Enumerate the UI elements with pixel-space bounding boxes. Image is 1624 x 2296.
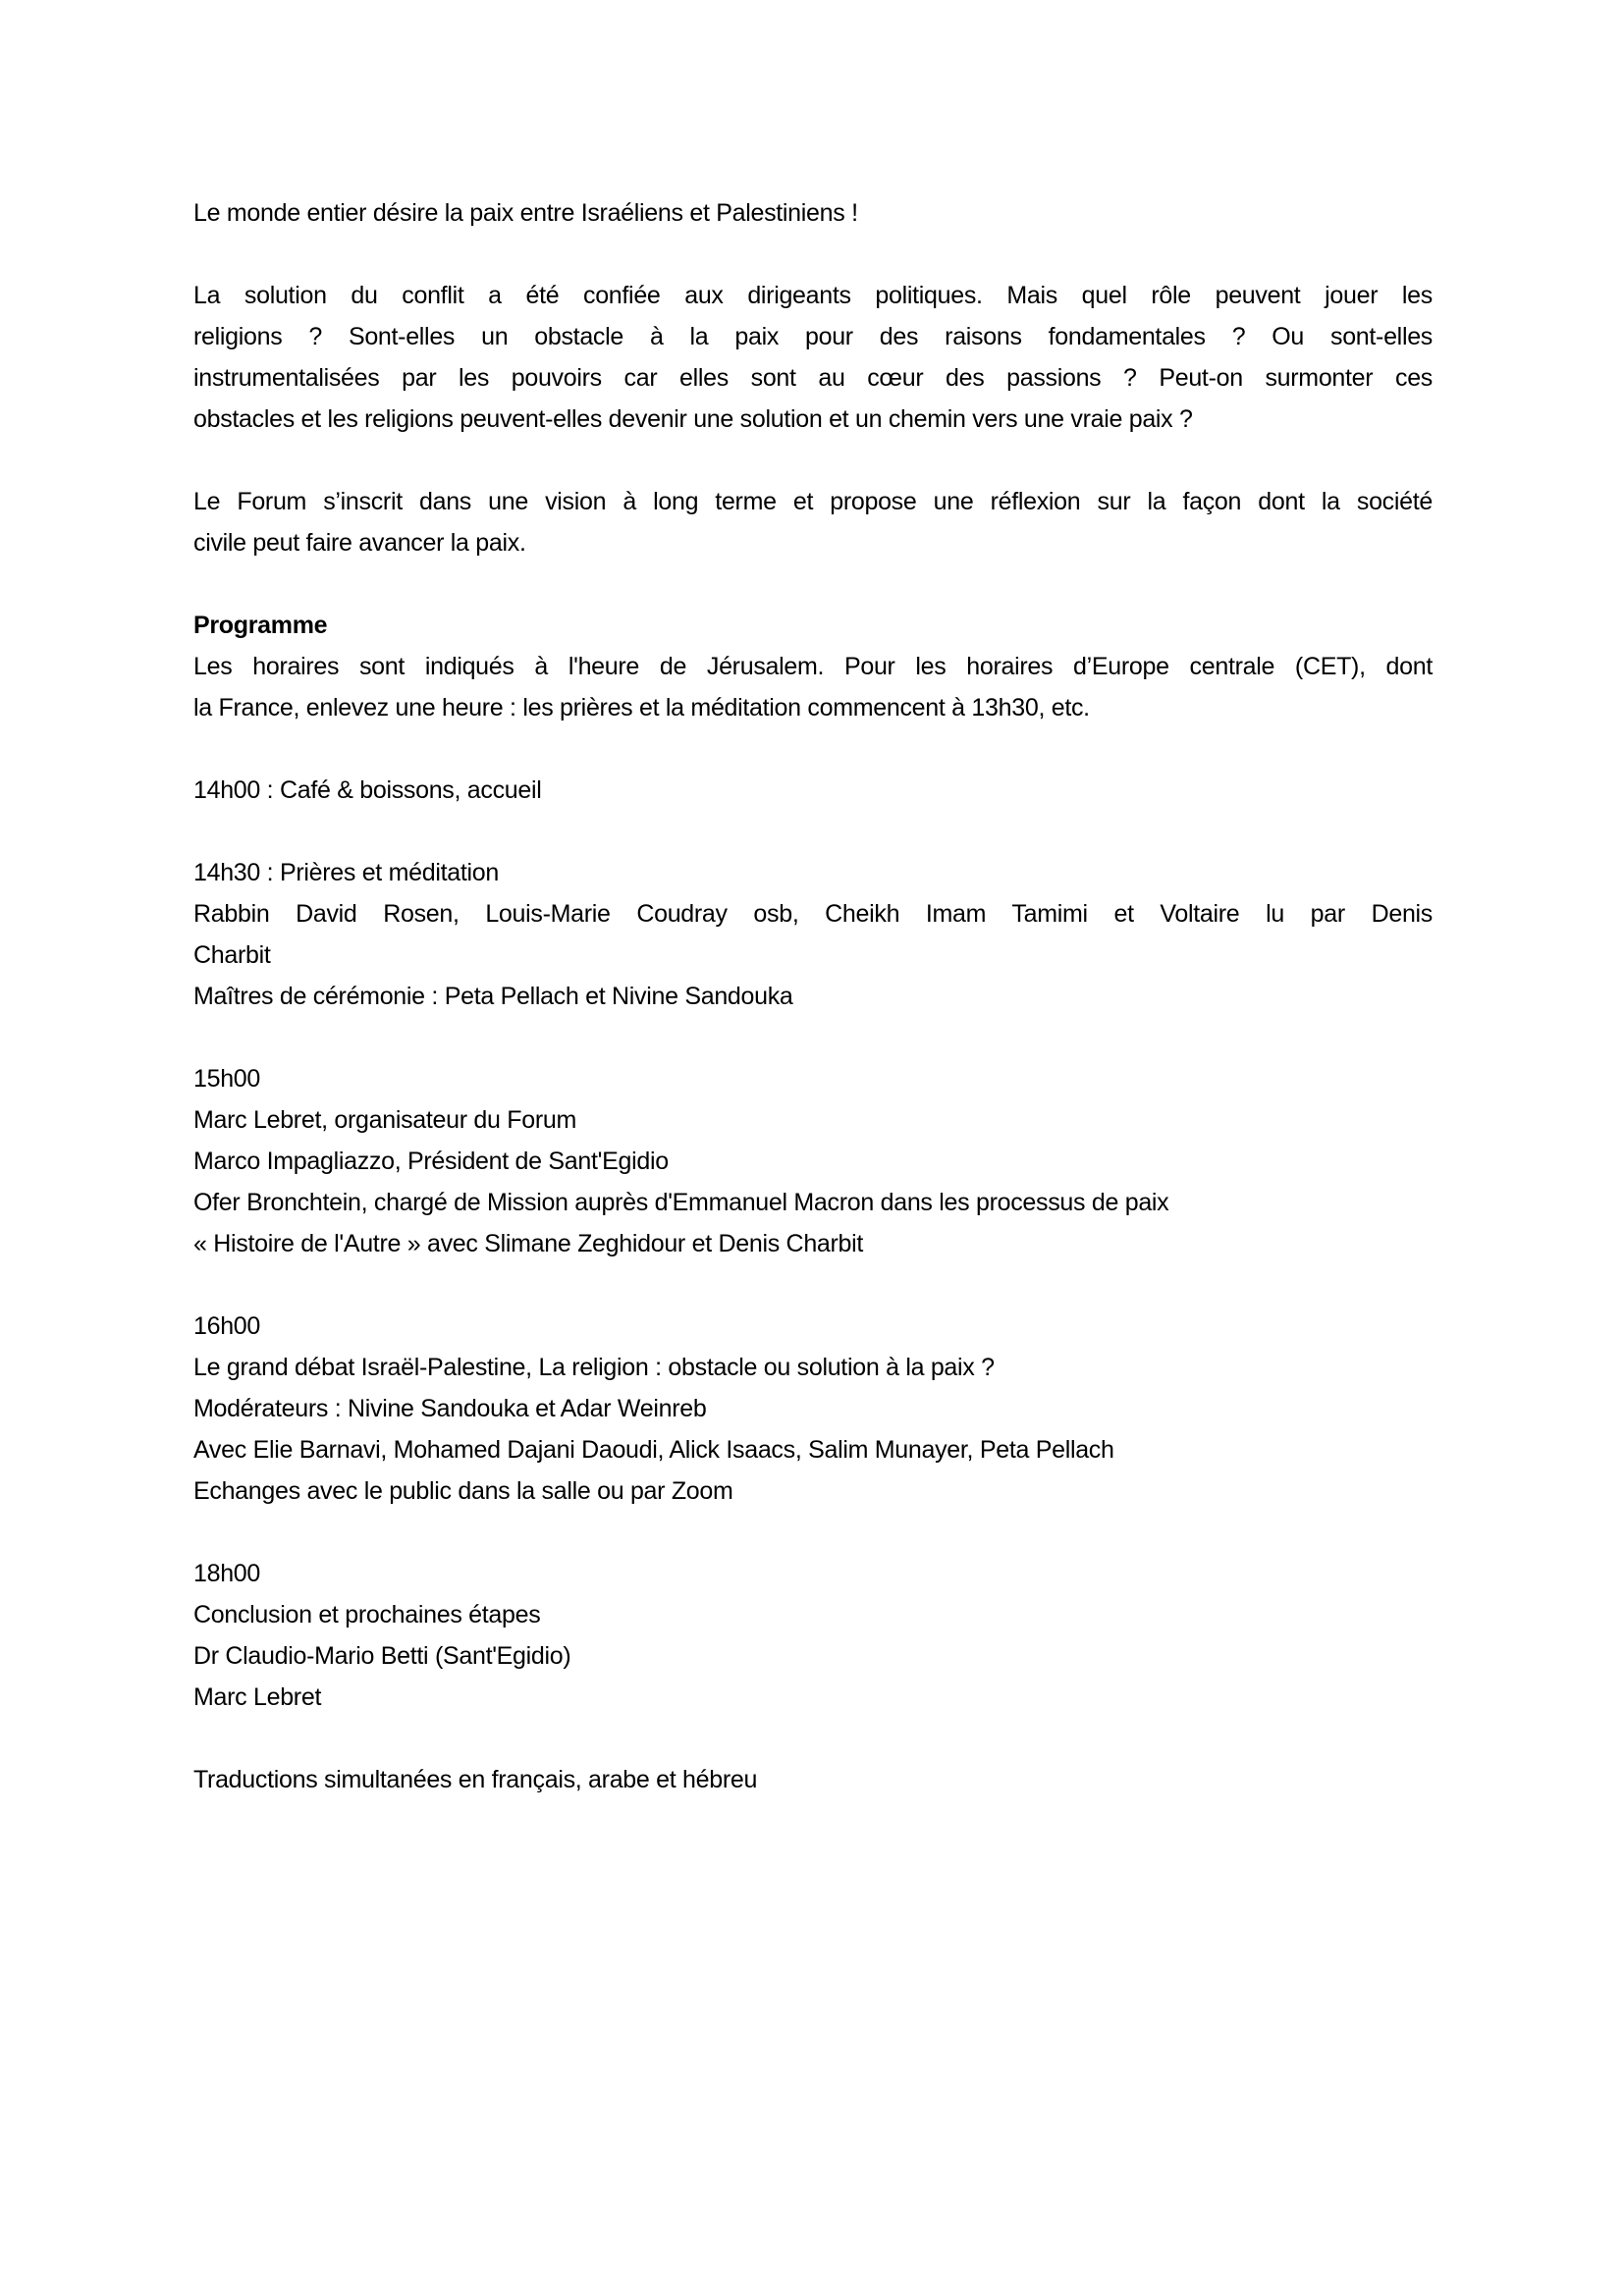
- paragraph: [193, 1470, 1433, 1512]
- text-line: Le monde entier désire la paix entre Israéliens et Palestiniens !: [193, 199, 858, 227]
- text-line: La solution du conflit a été confiée aux dirigeants politiques. Mais quel rôle peuvent jouer les: [193, 282, 1433, 309]
- text-line: Le grand débat Israël-Palestine, La religion : obstacle ou solution à la paix ?: [193, 1354, 995, 1381]
- paragraph: [193, 1388, 1433, 1429]
- paragraph: [193, 770, 1433, 811]
- document-body: [193, 192, 1433, 1800]
- paragraph: [193, 1429, 1433, 1470]
- paragraph: [193, 1223, 1433, 1264]
- paragraph: [193, 893, 1433, 976]
- text-line: 14h30 : Prières et méditation: [193, 859, 499, 886]
- paragraph: [193, 1306, 1433, 1347]
- paragraph: [193, 976, 1433, 1017]
- text-line: Modérateurs : Nivine Sandouka et Adar Weinreb: [193, 1395, 707, 1422]
- text-line: Rabbin David Rosen, Louis-Marie Coudray osb, Cheikh Imam Tamimi et Voltaire lu par Denis: [193, 900, 1433, 928]
- blank-line: [193, 234, 1433, 275]
- text-line: 16h00: [193, 1312, 261, 1340]
- text-line: Les horaires sont indiqués à l'heure de Jérusalem. Pour les horaires d’Europe centrale (CET), dont: [193, 653, 1433, 680]
- text-line: Echanges avec le public dans la salle ou par Zoom: [193, 1477, 733, 1505]
- text-line: Charbit: [193, 941, 271, 969]
- text-line: Le Forum s’inscrit dans une vision à long terme et propose une réflexion sur la façon dont la société: [193, 488, 1433, 515]
- blank-line: [193, 1512, 1433, 1553]
- paragraph: [193, 852, 1433, 893]
- text-line: la France, enlevez une heure : les prières et la méditation commencent à 13h30, etc.: [193, 694, 1090, 721]
- paragraph: [193, 1182, 1433, 1223]
- paragraph: [193, 1677, 1433, 1718]
- text-line: 15h00: [193, 1065, 261, 1093]
- text-line: Ofer Bronchtein, chargé de Mission auprès d'Emmanuel Macron dans les processus de paix: [193, 1189, 1169, 1216]
- text-line: Traductions simultanées en français, arabe et hébreu: [193, 1766, 758, 1793]
- text-line: Marc Lebret, organisateur du Forum: [193, 1106, 576, 1134]
- paragraph: [193, 1058, 1433, 1099]
- paragraph: [193, 646, 1433, 728]
- text-line: 18h00: [193, 1560, 261, 1587]
- paragraph: [193, 1099, 1433, 1141]
- paragraph: [193, 275, 1433, 440]
- text-line: Marco Impagliazzo, Président de Sant'Egidio: [193, 1148, 669, 1175]
- blank-line: [193, 811, 1433, 852]
- blank-line: [193, 1264, 1433, 1306]
- blank-line: [193, 1017, 1433, 1058]
- section-heading: [193, 605, 1433, 646]
- paragraph: [193, 1594, 1433, 1635]
- paragraph: [193, 1141, 1433, 1182]
- paragraph: [193, 1347, 1433, 1388]
- text-line: civile peut faire avancer la paix.: [193, 529, 526, 557]
- text-line: Marc Lebret: [193, 1683, 322, 1711]
- blank-line: [193, 1718, 1433, 1759]
- paragraph: [193, 1553, 1433, 1594]
- text-line: « Histoire de l'Autre » avec Slimane Zeghidour et Denis Charbit: [193, 1230, 864, 1257]
- text-line: Programme: [193, 612, 328, 639]
- text-line: obstacles et les religions peuvent-elles devenir une solution et un chemin vers une vraie paix ?: [193, 405, 1193, 433]
- text-line: Dr Claudio-Mario Betti (Sant'Egidio): [193, 1642, 571, 1670]
- blank-line: [193, 563, 1433, 605]
- text-line: Conclusion et prochaines étapes: [193, 1601, 541, 1629]
- text-line: religions ? Sont-elles un obstacle à la paix pour des raisons fondamentales ? Ou sont-elles: [193, 323, 1433, 350]
- paragraph: [193, 1635, 1433, 1677]
- text-line: Avec Elie Barnavi, Mohamed Dajani Daoudi, Alick Isaacs, Salim Munayer, Peta Pellach: [193, 1436, 1114, 1464]
- paragraph: [193, 192, 1433, 234]
- text-line: 14h00 : Café & boissons, accueil: [193, 776, 542, 804]
- blank-line: [193, 440, 1433, 481]
- text-line: instrumentalisées par les pouvoirs car elles sont au cœur des passions ? Peut-on surmonter ces: [193, 364, 1433, 392]
- text-line: Maîtres de cérémonie : Peta Pellach et Nivine Sandouka: [193, 983, 793, 1010]
- paragraph: [193, 481, 1433, 563]
- paragraph: [193, 1759, 1433, 1800]
- blank-line: [193, 728, 1433, 770]
